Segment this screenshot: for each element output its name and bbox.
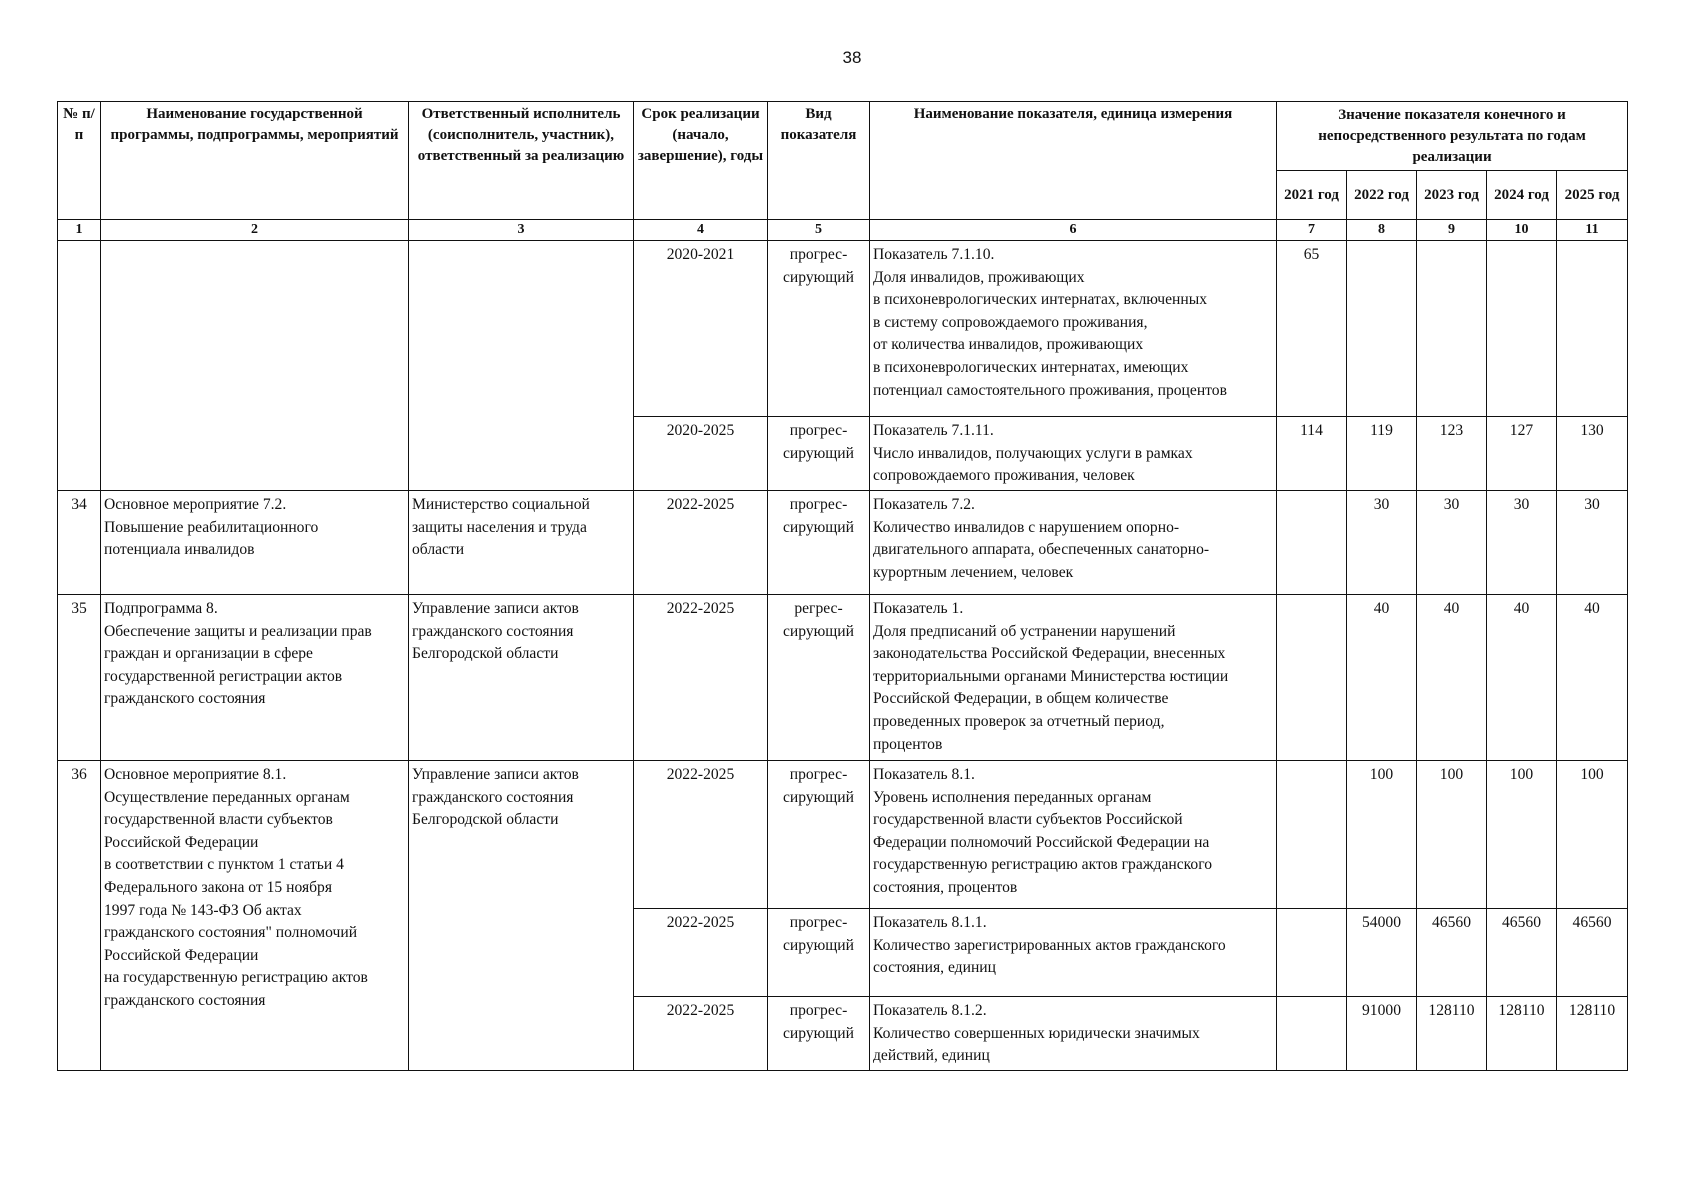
table-row (58, 241, 1628, 417)
header-year: 2023 год (1417, 171, 1487, 220)
indicator-value (1417, 241, 1487, 417)
column-number: 3 (409, 220, 634, 241)
indicator-value: 40 (1347, 595, 1417, 761)
row-number: 34 (58, 491, 101, 595)
indicator-type: прогрес- сирующий (768, 491, 870, 595)
row-number: 36 (58, 761, 101, 1071)
column-numbers-row (58, 220, 1628, 241)
header-executor: Ответственный исполнитель (соисполнитель, участник), ответственный за реализацию (409, 102, 634, 220)
indicator-value: 30 (1417, 491, 1487, 595)
implementation-period: 2020-2025 (634, 417, 768, 491)
page-number: 38 (842, 48, 862, 67)
row-number (58, 241, 101, 491)
indicator-value (1277, 997, 1347, 1071)
table-row (58, 491, 1628, 595)
indicator-value: 91000 (1347, 997, 1417, 1071)
indicator-name: Показатель 8.1.2. Количество совершенных юридически значимых действий, единиц (870, 997, 1277, 1071)
column-number: 6 (870, 220, 1277, 241)
table-row (58, 595, 1628, 761)
header-year: 2021 год (1277, 171, 1347, 220)
column-number: 4 (634, 220, 768, 241)
indicator-value: 128110 (1557, 997, 1628, 1071)
column-number: 2 (101, 220, 409, 241)
indicator-value (1277, 761, 1347, 909)
indicator-value: 119 (1347, 417, 1417, 491)
column-number: 7 (1277, 220, 1347, 241)
header-indicator-type: Вид показателя (768, 102, 870, 220)
indicator-name: Показатель 7.2. Количество инвалидов с нарушением опорно- двигательного аппарата, обеспеченных санаторно- курортным лечением, человек (870, 491, 1277, 595)
implementation-period: 2022-2025 (634, 595, 768, 761)
indicator-value: 100 (1487, 761, 1557, 909)
implementation-period: 2020-2021 (634, 241, 768, 417)
indicator-value: 100 (1417, 761, 1487, 909)
indicator-type: прогрес- сирующий (768, 241, 870, 417)
indicator-name: Показатель 7.1.10. Доля инвалидов, проживающих в психоневрологических интернатах, включенных в систему сопровождаемого проживания, от количества инвалидов, проживающих в психоневрологических интернатах, имеющих потенциал самостоятельного проживания, процентов (870, 241, 1277, 417)
header-program-name: Наименование государственной программы, подпрограммы, мероприятий (101, 102, 409, 220)
indicators-table (57, 101, 1628, 1071)
indicator-value: 127 (1487, 417, 1557, 491)
column-number: 11 (1557, 220, 1628, 241)
indicator-value: 114 (1277, 417, 1347, 491)
implementation-period: 2022-2025 (634, 491, 768, 595)
indicator-value (1557, 241, 1628, 417)
header-indicator-name: Наименование показателя, единица измерения (870, 102, 1277, 220)
header-period: Срок реализации (начало, завершение), годы (634, 102, 768, 220)
indicator-value: 65 (1277, 241, 1347, 417)
indicator-type: регрес- сирующий (768, 595, 870, 761)
header-num: № п/п (58, 102, 101, 220)
header-year: 2022 год (1347, 171, 1417, 220)
indicator-value: 40 (1487, 595, 1557, 761)
column-number: 5 (768, 220, 870, 241)
program-name (101, 241, 409, 491)
responsible-executor: Управление записи актов гражданского состояния Белгородской области (409, 595, 634, 761)
indicator-value: 128110 (1417, 997, 1487, 1071)
responsible-executor (409, 241, 634, 491)
indicator-type: прогрес- сирующий (768, 761, 870, 909)
indicator-name: Показатель 1. Доля предписаний об устранении нарушений законодательства Российской Федерации, внесенных территориальными органами Министерства юстиции Российской Федерации, в общем количестве проведенных проверок за отчетный период, процентов (870, 595, 1277, 761)
indicator-value: 130 (1557, 417, 1628, 491)
responsible-executor: Управление записи актов гражданского состояния Белгородской области (409, 761, 634, 1071)
indicator-value: 46560 (1557, 909, 1628, 997)
column-number: 10 (1487, 220, 1557, 241)
table-header (58, 102, 1628, 241)
indicator-type: прогрес- сирующий (768, 417, 870, 491)
indicator-value: 46560 (1417, 909, 1487, 997)
indicator-value: 128110 (1487, 997, 1557, 1071)
indicator-value: 40 (1417, 595, 1487, 761)
implementation-period: 2022-2025 (634, 997, 768, 1071)
program-name: Основное мероприятие 8.1. Осуществление переданных органам государственной власти субъектов Российской Федерации в соответствии с пунктом 1 статьи 4 Федерального закона от 15 ноября 1997 года № 143-ФЗ Об актах гражданского состояния" полномочий Российской Федерации на государственную регистрацию актов гражданского состояния (101, 761, 409, 1071)
program-name: Основное мероприятие 7.2. Повышение реабилитационного потенциала инвалидов (101, 491, 409, 595)
table-row (58, 761, 1628, 909)
indicator-value: 40 (1557, 595, 1628, 761)
indicator-value: 100 (1347, 761, 1417, 909)
indicator-value: 30 (1487, 491, 1557, 595)
program-name: Подпрограмма 8. Обеспечение защиты и реализации прав граждан и организации в сфере государственной регистрации актов гражданского состояния (101, 595, 409, 761)
indicator-type: прогрес- сирующий (768, 909, 870, 997)
header-year: 2025 год (1557, 171, 1628, 220)
table-body (58, 241, 1628, 1071)
column-number: 1 (58, 220, 101, 241)
indicator-name: Показатель 8.1. Уровень исполнения переданных органам государственной власти субъектов Российской Федерации полномочий Российской Федерации на государственную регистрацию актов гражданского состояния, процентов (870, 761, 1277, 909)
indicator-value: 100 (1557, 761, 1628, 909)
row-number: 35 (58, 595, 101, 761)
header-values: Значение показателя конечного и непосредственного результата по годам реализации (1277, 102, 1628, 171)
indicator-value: 46560 (1487, 909, 1557, 997)
implementation-period: 2022-2025 (634, 909, 768, 997)
indicator-value (1277, 909, 1347, 997)
header-year: 2024 год (1487, 171, 1557, 220)
indicator-value: 30 (1347, 491, 1417, 595)
indicator-name: Показатель 8.1.1. Количество зарегистрированных актов гражданского состояния, единиц (870, 909, 1277, 997)
indicator-type: прогрес- сирующий (768, 997, 870, 1071)
column-number: 8 (1347, 220, 1417, 241)
column-number: 9 (1417, 220, 1487, 241)
responsible-executor: Министерство социальной защиты населения и труда области (409, 491, 634, 595)
indicator-name: Показатель 7.1.11. Число инвалидов, получающих услуги в рамках сопровождаемого проживания, человек (870, 417, 1277, 491)
indicator-value (1277, 595, 1347, 761)
implementation-period: 2022-2025 (634, 761, 768, 909)
indicator-value: 54000 (1347, 909, 1417, 997)
indicator-value (1277, 491, 1347, 595)
indicator-value (1487, 241, 1557, 417)
indicator-value: 123 (1417, 417, 1487, 491)
indicator-value: 30 (1557, 491, 1628, 595)
indicator-value (1347, 241, 1417, 417)
